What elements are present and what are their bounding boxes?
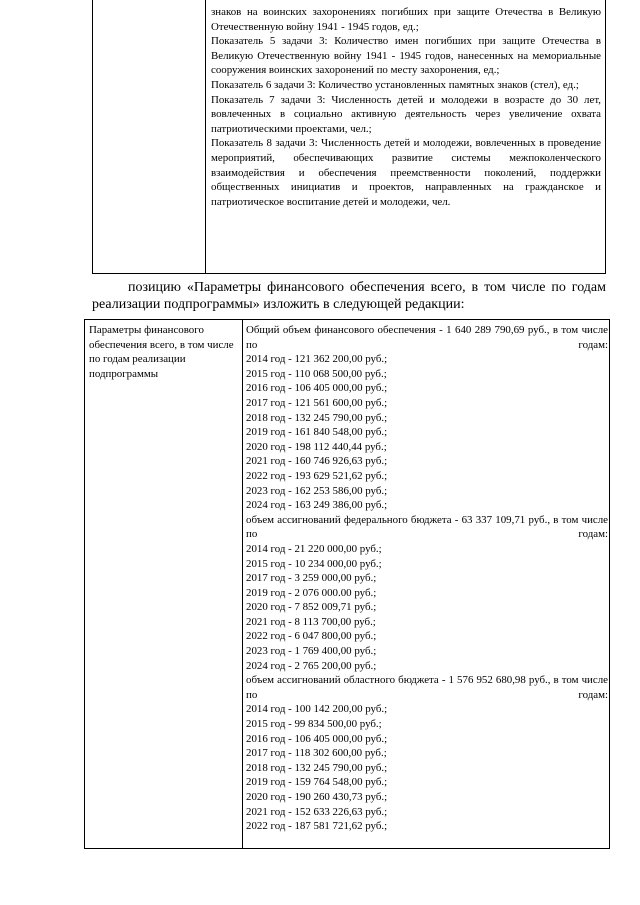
year-line: 2015 год - 110 068 500,00 руб.; <box>246 367 387 380</box>
year-line: 2022 год - 193 629 521,62 руб.; <box>246 469 388 482</box>
indicator-paragraph: Показатель 5 задачи 3: Количество имен погибших при защите Отечества в Великую Отечественную войну 1941 - 1945 годов, нанесенных на мемориальные сооружения воинских захоронений по месту захоронения, ед.; <box>211 35 601 77</box>
year-line: 2015 год - 10 234 000,00 руб.; <box>246 557 382 570</box>
indicator-paragraph: Показатель 6 задачи 3: Количество установленных памятных знаков (стел), ед.; <box>211 78 579 91</box>
year-line: 2021 год - 152 633 226,63 руб.; <box>246 805 388 818</box>
financing-table <box>84 319 610 849</box>
financing-values-cell <box>246 323 608 834</box>
year-line: 2024 год - 163 249 386,00 руб.; <box>246 499 388 512</box>
regional-budget-line: объем ассигнований областного бюджета - 1 576 952 680,98 руб., в том числе по годам: <box>246 674 608 701</box>
year-line: 2020 год - 198 112 440,44 руб.; <box>246 440 387 453</box>
year-line: 2020 год - 7 852 009,71 руб.; <box>246 601 377 614</box>
year-line: 2018 год - 132 245 790,00 руб.; <box>246 761 388 774</box>
year-line: 2022 год - 6 047 800,00 руб.; <box>246 630 377 643</box>
year-line: 2019 год - 159 764 548,00 руб.; <box>246 776 388 789</box>
year-line: 2020 год - 190 260 430,73 руб.; <box>246 791 388 803</box>
indicator-paragraph: знаков на воинских захоронениях погибших при защите Отечества в Великую Отечественную войну 1941 - 1945 годов, ед.; <box>211 6 601 33</box>
year-line: 2023 год - 162 253 586,00 руб.; <box>246 484 388 497</box>
year-line: 2017 год - 3 259 000,00 руб.; <box>246 572 377 585</box>
year-line: 2019 год - 2 076 000.00 руб.; <box>246 586 377 599</box>
column-divider <box>205 0 206 273</box>
year-line: 2019 год - 161 840 548,00 руб.; <box>246 426 388 439</box>
indicators-table <box>92 0 606 274</box>
year-line: 2018 год - 132 245 790,00 руб.; <box>246 411 388 424</box>
indicator-paragraph: Показатель 8 задачи 3: Численность детей и молодежи, вовлеченных в проведение мероприятий, обеспечивающих развитие системы межпоколенческого взаимодействия и обеспечения преемственности поколений, поддержки общественных инициатив и проектов, направленных на гражданское и патриотическое воспитание детей и молодежи, чел. <box>211 137 601 208</box>
year-line: 2016 год - 106 405 000,00 руб.; <box>246 382 388 395</box>
column-divider <box>242 320 243 848</box>
year-line: 2016 год - 106 405 000,00 руб.; <box>246 732 388 745</box>
indicator-paragraph: Показатель 7 задачи 3: Численность детей и молодежи в возрасте до 30 лет, вовлеченных в социально активную деятельность через увеличение охвата патриотическими проектами, чел.; <box>211 93 601 135</box>
year-line: 2014 год - 100 142 200,00 руб.; <box>246 703 388 716</box>
indicators-cell <box>211 5 601 209</box>
year-line: 2015 год - 99 834 500,00 руб.; <box>246 718 382 731</box>
year-line: 2017 год - 121 561 600,00 руб.; <box>246 396 388 409</box>
year-line: 2024 год - 2 765 200,00 руб.; <box>246 659 377 672</box>
financing-total-line: Общий объем финансового обеспечения - 1 640 289 790,69 руб., в том числе по годам: <box>246 324 608 351</box>
federal-budget-line: объем ассигнований федерального бюджета - 63 337 109,71 руб., в том числе по годам: <box>246 513 608 541</box>
year-line: 2017 год - 118 302 600,00 руб.; <box>246 747 387 760</box>
year-line: 2014 год - 121 362 200,00 руб.; <box>246 353 388 366</box>
financing-label-cell: Параметры финансового обеспечения всего, в том числе по годам реализации подпрограммы <box>89 324 234 380</box>
year-line: 2021 год - 160 746 926,63 руб.; <box>246 455 388 468</box>
intro-paragraph: позицию «Параметры финансового обеспечения всего, в том числе по годам реализации подпрограммы» изложить в следующей редакции: <box>92 280 606 312</box>
year-line: 2021 год - 8 113 700,00 руб.; <box>246 615 376 628</box>
year-line: 2023 год - 1 769 400,00 руб.; <box>246 645 377 658</box>
year-line: 2022 год - 187 581 721,62 руб.; <box>246 820 388 833</box>
year-line: 2014 год - 21 220 000,00 руб.; <box>246 542 382 555</box>
